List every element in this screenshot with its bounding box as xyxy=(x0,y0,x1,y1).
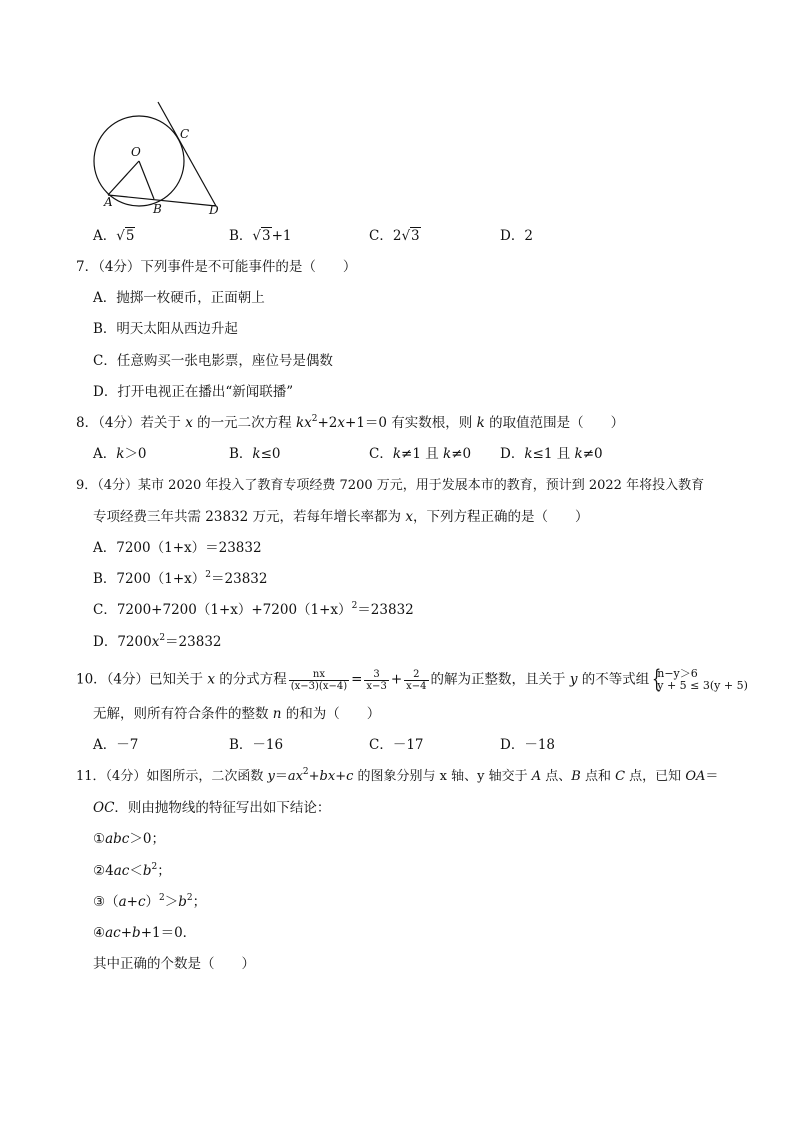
q6-option-d: D．2 xyxy=(500,228,533,244)
fraction-2: $\frac{2}{x-4}$ xyxy=(406,668,427,692)
q9-option-a: A．7200（1+x）＝23832 xyxy=(93,540,262,556)
q8-option-d: D．k≤1 且 k≠0 xyxy=(500,446,603,462)
q8-option-b: B．k≤0 xyxy=(229,446,281,462)
q11-conclusion-3: $③(a+c)^2>b^2$； xyxy=(93,893,207,910)
q9-stem-line1: 9．（4分）某市 2020 年投入了教育专项经费 7200 万元，用于发展本市的教育，预计到 2022 年将投入教育 xyxy=(76,478,705,493)
q8-option-a: A．k＞0 xyxy=(93,446,147,462)
q10-option-c: C．－17 xyxy=(369,737,424,753)
label-b: B xyxy=(153,202,162,216)
q10-option-b: B．－16 xyxy=(229,737,284,753)
q7-stem: 7．（4分）下列事件是不可能事件的是（ ） xyxy=(76,259,357,275)
q7-option-a: A．抛掷一枚硬币，正面朝上 xyxy=(93,290,265,306)
q9-option-d: D．$7200x^2=23832$ xyxy=(93,633,222,650)
q11-question: 其中正确的个数是（ ） xyxy=(93,956,255,972)
q9-option-c: C．$7200+7200(1+x)+7200(1+x)^2=23832$ xyxy=(93,601,414,618)
q7-option-c: C．任意购买一张电影票，座位号是偶数 xyxy=(93,353,333,369)
q10-option-a: A．－7 xyxy=(93,737,139,753)
q11-conclusion-1: ①abc＞0； xyxy=(93,831,165,847)
circle-tangent-figure xyxy=(88,92,228,217)
inequality-system: { n−y＞6 y + 5 ≤ 3(y + 5) xyxy=(652,665,748,693)
label-d: D xyxy=(209,203,219,217)
q7-option-d: D．打开电视正在播出“新闻联播” xyxy=(93,384,294,400)
q8-option-c: C．k≠1 且 k≠0 xyxy=(369,446,472,462)
q9-stem-line2: 专项经费三年共需 23832 万元，若每年增长率都为 x，下列方程正确的是（ ） xyxy=(93,509,589,525)
q11-conclusion-2: $②4ac<b^2$； xyxy=(93,862,171,879)
q11-stem-line2: OC．则由抛物线的特征写出如下结论： xyxy=(93,800,331,816)
q11-stem-line1: 11．（4分）如图所示，二次函数 $y=ax^2+bx+c$ 的图象分别与 x 轴、y 轴交于 A 点、B 点和 C 点，已知 OA＝ xyxy=(76,767,719,784)
fraction-3: $\frac{3}{x-3}$ xyxy=(366,668,387,692)
q10-stem-line1: 10．（4分）已知关于 x 的分式方程 $\frac{nx}{(x-3)(x-4)}$ = $\frac{3}{x-3}$ + $\frac{2}{x-4}$ 的解为正整数，且关于 y 的不等式组 { n−y＞6 y + 5 ≤ 3(y + 5) xyxy=(76,665,748,693)
q7-option-b: B．明天太阳从西边升起 xyxy=(93,321,238,337)
label-o: O xyxy=(131,145,141,159)
q6-option-c: C．2√3 xyxy=(369,228,420,244)
q8-stem: 8．（4分）若关于 x 的一元二次方程 $kx^2+2x+1=0$ 有实数根，则 k 的取值范围是（ ） xyxy=(76,414,625,431)
label-a: A xyxy=(104,195,113,209)
fraction-nx: $\frac{nx}{(x-3)(x-4)}$ xyxy=(290,668,348,692)
q6-option-a: A．√5 xyxy=(93,228,135,244)
q11-conclusion-4: ④ac+b+1＝0． xyxy=(93,925,197,941)
q10-option-d: D．－18 xyxy=(500,737,556,753)
q9-option-b: B．$7200(1+x)^2=23832$ xyxy=(93,570,268,587)
label-c: C xyxy=(180,127,190,141)
q6-option-b: B．√3+1 xyxy=(229,228,292,244)
q10-stem-line2: 无解，则所有符合条件的整数 n 的和为（ ） xyxy=(93,706,381,722)
